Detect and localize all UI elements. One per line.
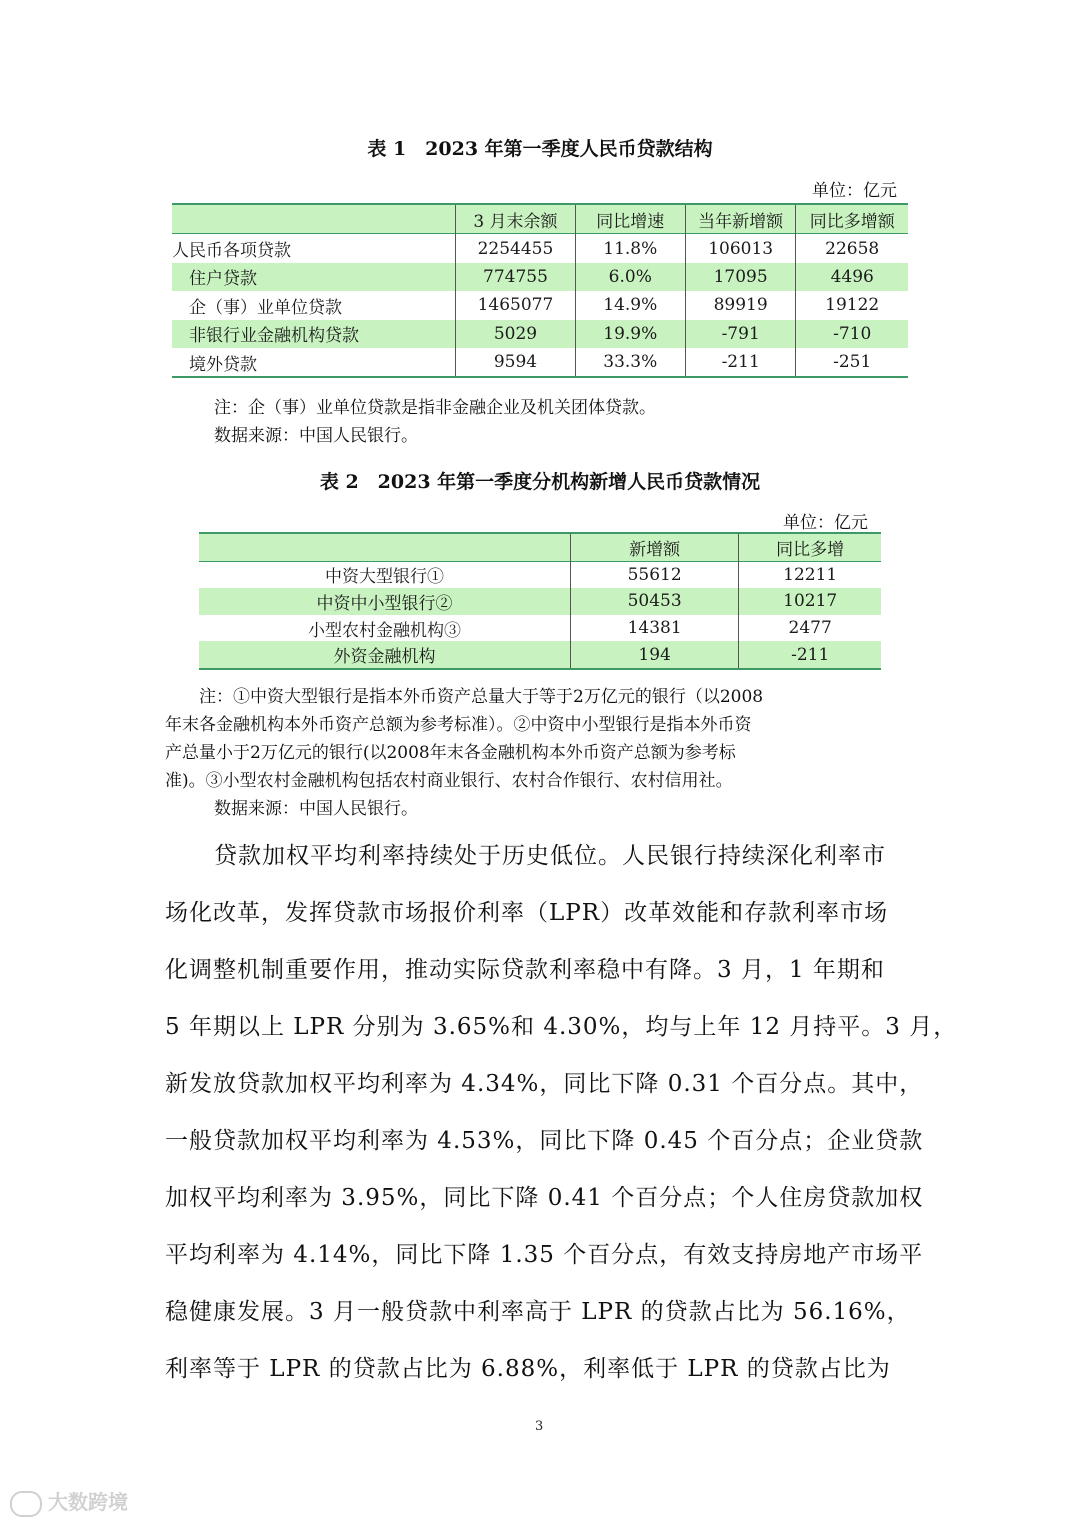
table-row <box>172 263 908 291</box>
cell: -710 <box>796 320 908 348</box>
paragraph-line: 场化改革，发挥贷款市场报价利率（LPR）改革效能和存款利率市场 <box>165 900 889 926</box>
header-cell: 3 月末余额 <box>456 204 575 234</box>
cell: 10217 <box>739 588 881 615</box>
cell: 6.0% <box>575 263 685 291</box>
table1-note: 注：企（事）业单位贷款是指非金融企业及机关团体贷款。 <box>214 398 656 418</box>
cell: 22658 <box>796 234 908 263</box>
cell: 19.9% <box>575 320 685 348</box>
cell: 774755 <box>456 263 575 291</box>
table-row <box>172 291 908 319</box>
cell: 106013 <box>685 234 796 263</box>
table1-title: 表 1 2023 年第一季度人民币贷款结构 <box>367 138 713 160</box>
table-row <box>172 234 908 263</box>
row-label: 境外贷款 <box>172 354 257 375</box>
cell: 50453 <box>570 588 738 615</box>
table-row <box>172 348 908 377</box>
cell: 33.3% <box>575 348 685 377</box>
header-cell <box>199 533 570 561</box>
cell: 55612 <box>570 561 738 588</box>
paragraph-line: 贷款加权平均利率持续处于历史低位。人民银行持续深化利率市 <box>214 843 886 869</box>
table2-unit: 单位：亿元 <box>783 513 868 533</box>
paragraph-line: 一般贷款加权平均利率为 4.53%，同比下降 0.45 个百分点；企业贷款 <box>165 1128 924 1154</box>
cell: -791 <box>685 320 796 348</box>
row-label: 非银行业金融机构贷款 <box>172 326 359 347</box>
cell: -211 <box>739 641 881 669</box>
table1-source: 数据来源：中国人民银行。 <box>214 426 418 446</box>
cell: 194 <box>570 641 738 669</box>
row-label: 企（事）业单位贷款 <box>172 297 342 318</box>
table2-note-line: 产总量小于2万亿元的银行(以2008年末各金融机构本外币资产总额为参考标 <box>165 743 736 763</box>
table-header-row <box>172 204 908 234</box>
paragraph-line: 新发放贷款加权平均利率为 4.34%，同比下降 0.31 个百分点。其中， <box>165 1071 924 1097</box>
paragraph-line: 平均利率为 4.14%，同比下降 1.35 个百分点，有效支持房地产市场平 <box>165 1242 924 1268</box>
row-label: 中资大型银行① <box>324 567 444 588</box>
cell: 9594 <box>456 348 575 377</box>
paragraph-line: 加权平均利率为 3.95%，同比下降 0.41 个百分点；个人住房贷款加权 <box>165 1185 924 1211</box>
cell: 1465077 <box>456 291 575 319</box>
table-row <box>199 615 881 642</box>
row-label: 外资金融机构 <box>333 647 436 668</box>
row-label: 小型农村金融机构③ <box>307 620 461 641</box>
table2-note-line: 准)。③小型农村金融机构包括农村商业银行、农村合作银行、农村信用社。 <box>165 771 733 791</box>
page-number: 3 <box>535 1419 544 1434</box>
paragraph-line: 化调整机制重要作用，推动实际贷款利率稳中有降。3 月，1 年期和 <box>165 957 885 983</box>
cell: 5029 <box>456 320 575 348</box>
header-cell: 当年新增额 <box>685 204 796 234</box>
paragraph-line: 利率等于 LPR 的贷款占比为 6.88%，利率低于 LPR 的贷款占比为 <box>165 1356 891 1382</box>
table-row <box>172 320 908 348</box>
table-header-row <box>199 533 881 561</box>
table-row <box>199 561 881 588</box>
header-cell: 新增额 <box>570 533 738 561</box>
table-row <box>199 588 881 615</box>
cell: 11.8% <box>575 234 685 263</box>
watermark-text: 大数跨境 <box>48 1490 128 1514</box>
table2-source: 数据来源：中国人民银行。 <box>214 799 418 819</box>
cell: 2477 <box>739 615 881 642</box>
table2-note-line: 注：①中资大型银行是指本外币资产总量大于等于2万亿元的银行（以2008 <box>165 687 764 707</box>
row-label: 人民币各项贷款 <box>172 241 291 262</box>
header-cell: 同比增速 <box>575 204 685 234</box>
watermark-logo-icon <box>10 1491 42 1517</box>
header-cell <box>172 204 456 234</box>
cell: 2254455 <box>456 234 575 263</box>
institution-loan-table <box>199 532 881 670</box>
paragraph-line: 稳健康发展。3 月一般贷款中利率高于 LPR 的贷款占比为 56.16%， <box>165 1299 911 1325</box>
cell: 14381 <box>570 615 738 642</box>
row-label: 中资中小型银行② <box>316 593 453 614</box>
cell: 12211 <box>739 561 881 588</box>
table1-unit: 单位：亿元 <box>812 181 897 201</box>
table2-title: 表 2 2023 年第一季度分机构新增人民币贷款情况 <box>319 471 761 493</box>
watermark <box>10 1486 128 1517</box>
cell: 4496 <box>796 263 908 291</box>
cell: -251 <box>796 348 908 377</box>
cell: 89919 <box>685 291 796 319</box>
cell: 17095 <box>685 263 796 291</box>
row-label: 住户贷款 <box>172 269 257 290</box>
cell: -211 <box>685 348 796 377</box>
loan-structure-table <box>172 203 908 378</box>
cell: 19122 <box>796 291 908 319</box>
header-cell: 同比多增 <box>739 533 881 561</box>
table2-note-line: 年末各金融机构本外币资产总额为参考标准）。②中资中小型银行是指本外币资 <box>165 715 752 735</box>
paragraph-line: 5 年期以上 LPR 分别为 3.65%和 4.30%，均与上年 12 月持平。3 月， <box>165 1014 958 1040</box>
table-row <box>199 641 881 669</box>
cell: 14.9% <box>575 291 685 319</box>
header-cell: 同比多增额 <box>796 204 908 234</box>
